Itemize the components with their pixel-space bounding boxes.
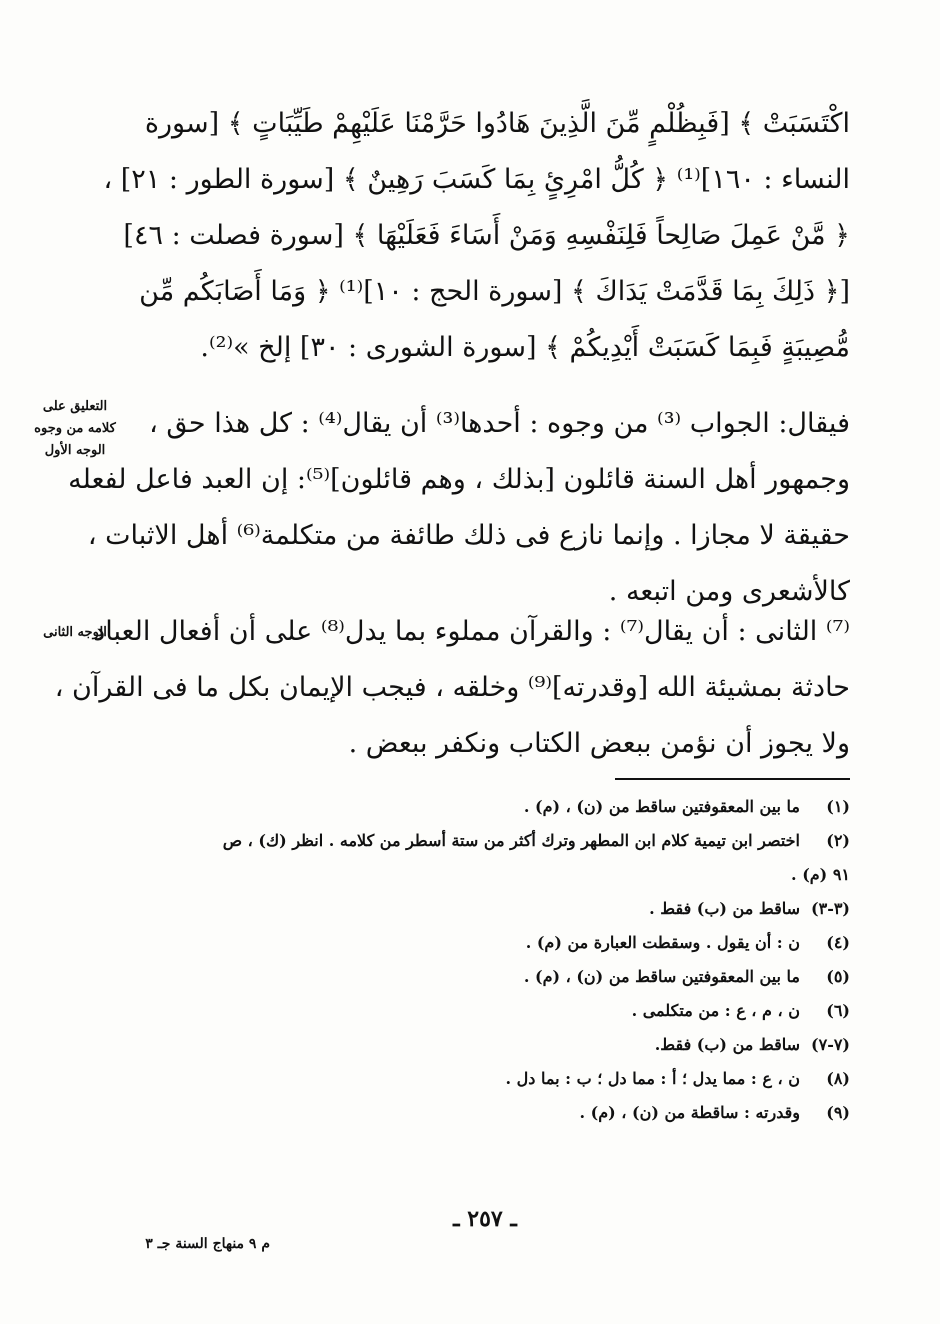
page-number: ـ ٢٥٧ ـ [453, 1206, 517, 1232]
footnote-text: اختصر ابن تيمية كلام ابن المطهر وترك أكثر من ستة أسطر من كلامه . انظر (ك) ، ص [222, 831, 800, 850]
footnote-text: ساقط من (ب) فقط. [654, 1035, 800, 1054]
text-line: حقيقة لا مجازا . وإنما نازع فى ذلك طائفة من متكلمة⁽⁶⁾ أهل الاثبات ، [87, 520, 850, 551]
footnote-number: (٦) [826, 1001, 850, 1020]
text-line: ⁽⁷⁾ الثانى : أن يقال⁽⁷⁾ : والقرآن مملوء بما يدل⁽⁸⁾ على أن أفعال العباد [93, 616, 850, 647]
footnotes-block [130, 790, 850, 1130]
footnote [130, 790, 850, 824]
margin-note-line: كلامه من وجوه [34, 421, 116, 436]
margin-note-line: الوجه الثانى [43, 625, 107, 640]
footnote [130, 994, 850, 1028]
footnote-text: ن : أن يقول . وسقطت العبارة من (م) . [525, 933, 800, 952]
margin-note-line: التعليق على [42, 399, 108, 414]
footnote [130, 892, 850, 926]
footnote-continuation [130, 858, 850, 892]
footnote-number: (٩) [826, 1103, 850, 1122]
quran-verses-block [103, 96, 850, 376]
footnote-number: (٧-٧) [811, 1035, 850, 1054]
footnote-number: (٤) [826, 933, 850, 952]
text-line: وجمهور أهل السنة قائلون [بذلك ، وهم قائلون]⁽⁵⁾: إن العبد فاعل لفعله [68, 464, 850, 495]
footnote [130, 960, 850, 994]
text-line: ولا يجوز أن نؤمن ببعض الكتاب ونكفر ببعض . [348, 728, 850, 759]
text-line: كالأشعرى ومن اتبعه . [608, 576, 850, 607]
footnote [130, 1096, 850, 1130]
footnote [130, 1028, 850, 1062]
footnote-text: ما بين المعقوفتين ساقط من (ن) ، (م) . [523, 797, 800, 816]
footnote-text: وقدرته : ساقطة من (ن) ، (م) . [579, 1103, 800, 1122]
quran-line-5: مُّصِيبَةٍ فَبِمَا كَسَبَتْ أَيْدِيكُمْ ﴾ [سورة الشورى : ٣٠] إلخ »⁽²⁾. [200, 332, 850, 363]
footnote [130, 824, 850, 858]
footnote-number: (٢) [826, 831, 850, 850]
footnote [130, 1062, 850, 1096]
footnote-number: (٥) [826, 967, 850, 986]
footnote-number: (٨) [826, 1069, 850, 1088]
quran-line-4: [﴿ ذَلِكَ بِمَا قَدَّمَتْ يَدَاكَ ﴾ [سورة الحج : ١٠]⁽¹⁾ ﴿ وَمَا أَصَابَكُم مِّن [139, 276, 850, 307]
text-line: حادثة بمشيئة الله [وقدرته]⁽⁹⁾ وخلقه ، فيجب الإيمان بكل ما فى القرآن ، [54, 672, 850, 703]
footnote-separator [615, 778, 850, 780]
margin-note-line: الوجه الأول [44, 443, 106, 458]
footnote-text: ساقط من (ب) فقط . [649, 899, 800, 918]
footnote-text: ن ، ع : مما يدل ؛ أ : مما دل ؛ ب : بما دل . [505, 1069, 800, 1088]
footnote-text: ن ، م ، ع : من متكلمى . [631, 1001, 800, 1020]
text-line: فيقال: الجواب ⁽³⁾ من وجوه : أحدها⁽³⁾ أن يقال⁽⁴⁾ : كل هذا حق ، [149, 408, 850, 439]
quran-line-2: النساء : ١٦٠]⁽¹⁾ ﴿ كُلُّ امْرِئٍ بِمَا كَسَبَ رَهِينٌ ﴾ [سورة الطور : ٢١] ، [103, 164, 850, 195]
footnote-text: ٩١ (م) . [791, 865, 850, 884]
footnote [130, 926, 850, 960]
printer-signature: م ٩ منهاج السنة جـ ٣ [145, 1236, 270, 1252]
footnote-number: (١) [826, 797, 850, 816]
quran-line-1: اكْتَسَبَتْ ﴾ [فَبِظُلْمٍ مِّنَ الَّذِينَ هَادُوا حَرَّمْنَا عَلَيْهِمْ طَيِّبَاتٍ ﴾ [سورة [144, 108, 850, 139]
footnote-text: ما بين المعقوفتين ساقط من (ن) ، (م) . [523, 967, 800, 986]
footnote-number: (٣-٣) [811, 899, 850, 918]
quran-line-3: ﴿ مَّنْ عَمِلَ صَالِحاً فَلِنَفْسِهِ وَمَنْ أَسَاءَ فَعَلَيْهَا ﴾ [سورة فصلت : ٤٦] [123, 220, 850, 251]
